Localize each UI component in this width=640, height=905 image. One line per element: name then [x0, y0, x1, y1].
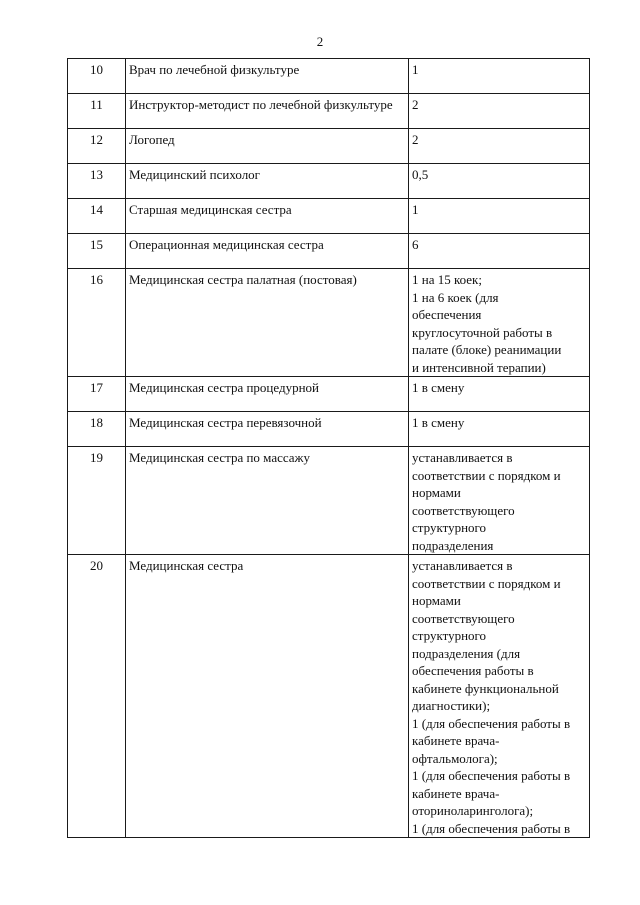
page-number: 2 [316, 34, 324, 49]
table-row [68, 129, 590, 164]
position-title: Медицинская сестра перевязочной [126, 412, 409, 447]
row-number: 13 [68, 164, 126, 199]
position-title: Медицинская сестра процедурной [126, 377, 409, 412]
staffing-norm [409, 164, 590, 199]
row-number: 18 [68, 412, 126, 447]
staffing-norm-line: 2 [412, 132, 419, 147]
staffing-norm-line: 1 в смену [412, 380, 465, 395]
staffing-norm [409, 199, 590, 234]
staffing-norm-line: палате (блоке) реанимации [412, 342, 562, 357]
row-number: 15 [68, 234, 126, 269]
staffing-norm-line: 1 в смену [412, 415, 465, 430]
staffing-norm-line: 1 (для обеспечения работы в [412, 768, 571, 783]
staffing-norm [409, 555, 590, 838]
position-title: Медицинская сестра по массажу [126, 447, 409, 555]
staffing-norm [409, 269, 590, 377]
staffing-norm-line: нормами [412, 485, 461, 500]
table-row [68, 412, 590, 447]
staffing-norm-line: 1 на 6 коек (для [412, 289, 499, 305]
table-row [68, 199, 590, 234]
staffing-norm-line: обеспечения работы в [412, 663, 534, 678]
table-row [68, 269, 590, 377]
staffing-norm-line: 1 на 15 коек; [412, 272, 482, 287]
staffing-norm-line: соответствии с порядком и [412, 575, 561, 591]
row-number: 11 [68, 94, 126, 129]
staffing-norm-line: 1 (для обеспечения работы в [412, 820, 571, 836]
staffing-norm-line: диагностики); [412, 698, 491, 713]
staffing-table-body [68, 59, 590, 838]
table-row [68, 447, 590, 555]
staffing-norm-line: кабинете врача- [412, 733, 500, 748]
staffing-norm [409, 412, 590, 447]
staffing-norm-line: устанавливается в [412, 450, 513, 465]
staffing-norm-line: соответствующего [412, 502, 515, 518]
staffing-norm-line: подразделения (для [412, 645, 521, 661]
staffing-table [67, 58, 590, 838]
table-row [68, 377, 590, 412]
position-title: Операционная медицинская сестра [126, 234, 409, 269]
staffing-norm [409, 234, 590, 269]
row-number: 20 [68, 555, 126, 838]
staffing-norm [409, 59, 590, 94]
staffing-norm-line: 1 (для обеспечения работы в [412, 715, 571, 731]
position-title: Медицинская сестра [126, 555, 409, 838]
position-title: Медицинский психолог [126, 164, 409, 199]
staffing-norm-line: 2 [412, 97, 419, 112]
staffing-norm-line: подразделения [412, 537, 494, 553]
staffing-norm [409, 377, 590, 412]
position-title: Врач по лечебной физкультуре [126, 59, 409, 94]
staffing-norm-line: структурного [412, 628, 487, 643]
table-row [68, 164, 590, 199]
staffing-norm [409, 447, 590, 555]
row-number: 10 [68, 59, 126, 94]
position-title: Логопед [126, 129, 409, 164]
table-row [68, 94, 590, 129]
staffing-norm-line: соответствии с порядком и [412, 467, 561, 483]
staffing-norm-line: круглосуточной работы в [412, 324, 553, 340]
row-number: 14 [68, 199, 126, 234]
staffing-norm-line: и интенсивной терапии) [412, 359, 546, 375]
table-row [68, 555, 590, 838]
table-row [68, 59, 590, 94]
staffing-norm-line: структурного [412, 520, 487, 535]
staffing-norm-line: 1 [412, 202, 419, 217]
staffing-norm-line: офтальмолога); [412, 750, 498, 766]
staffing-norm-line: 6 [412, 237, 419, 252]
staffing-norm-line: 0,5 [412, 167, 429, 182]
staffing-norm [409, 129, 590, 164]
position-title: Медицинская сестра палатная (постовая) [126, 269, 409, 377]
staffing-norm-line: 1 [412, 62, 419, 77]
staffing-norm-line: устанавливается в [412, 558, 513, 573]
staffing-norm-line: кабинете врача- [412, 785, 500, 801]
row-number: 12 [68, 129, 126, 164]
staffing-norm [409, 94, 590, 129]
staffing-norm-line: кабинете функциональной [412, 680, 559, 696]
position-title: Инструктор-методист по лечебной физкультуре [126, 94, 409, 129]
row-number: 17 [68, 377, 126, 412]
row-number: 19 [68, 447, 126, 555]
staffing-norm-line: оториноларинголога); [412, 803, 534, 818]
staffing-norm-line: соответствующего [412, 610, 515, 626]
staffing-norm-line: нормами [412, 593, 461, 608]
row-number: 16 [68, 269, 126, 377]
staffing-norm-line: обеспечения [412, 307, 482, 322]
table-row [68, 234, 590, 269]
position-title: Старшая медицинская сестра [126, 199, 409, 234]
